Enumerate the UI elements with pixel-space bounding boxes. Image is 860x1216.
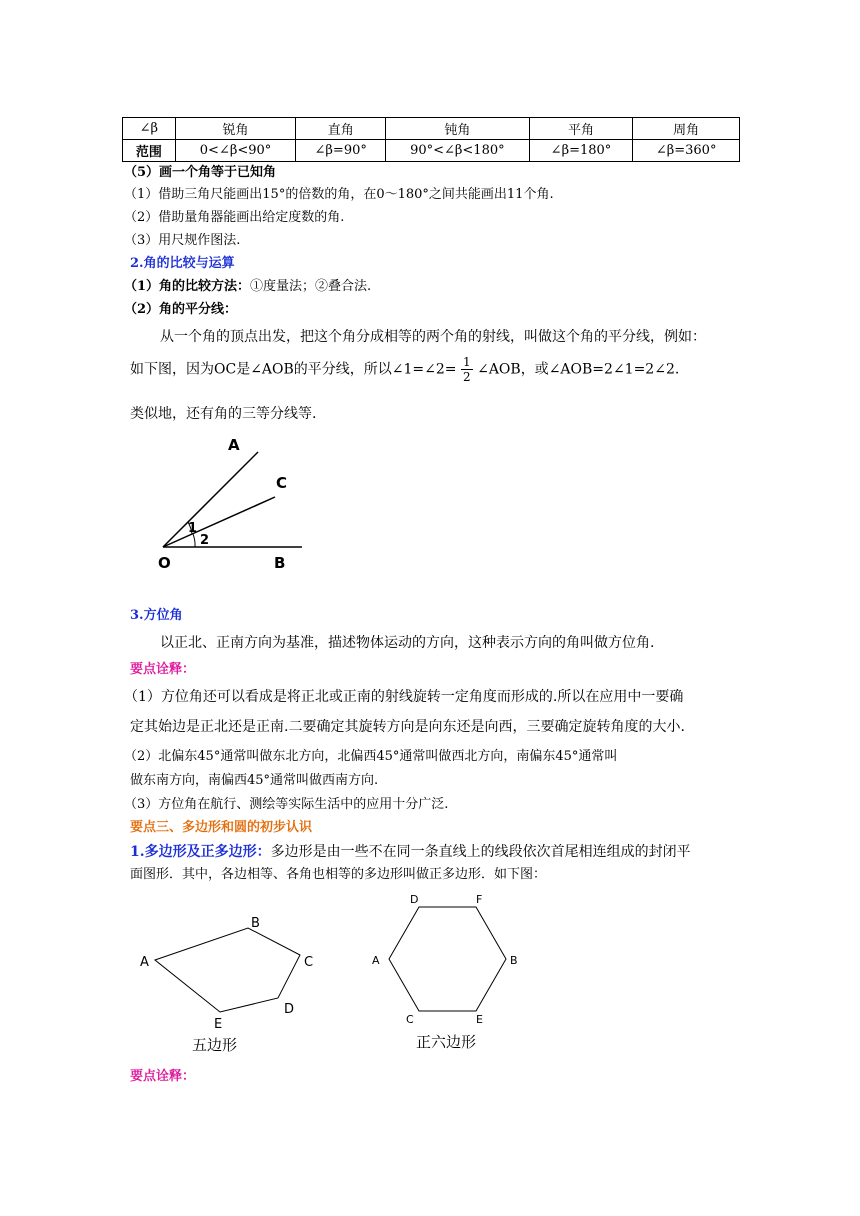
table-cell: 周角 <box>633 118 740 140</box>
paragraph <box>130 843 691 861</box>
note-heading: 要点诠释： <box>130 662 196 677</box>
table-cell: 直角 <box>296 118 386 140</box>
table-cell: ∠β=90° <box>296 140 386 162</box>
table-row-label: 范围 <box>123 140 176 162</box>
text-line: 定其始边是正北还是正南.二要确定其旋转方向是向东还是向西，三要确定旋转角度的大小. <box>130 719 685 735</box>
subheading: （2）角的平分线： <box>124 302 238 317</box>
label-a: A <box>228 436 240 454</box>
pentagon-label-c: C <box>304 955 314 970</box>
text-span: 多边形是由一些不在同一条直线上的线段依次首尾相连组成的封闭平 <box>270 844 691 860</box>
text-span: ∠AOB，或∠AOB=2∠1=2∠2. <box>477 361 680 378</box>
paragraph: 类似地，还有角的三等分线等. <box>130 406 317 422</box>
note-heading: 要点诠释： <box>130 1069 196 1084</box>
pentagon-figure <box>130 905 330 1055</box>
ray-oa <box>163 452 258 547</box>
label-angle-2: 2 <box>200 533 210 548</box>
text-line: （2）借助量角器能画出给定度数的角. <box>124 210 345 225</box>
hexagon-label-d: D <box>410 893 419 906</box>
text-line: （2）北偏东45°通常叫做东北方向，北偏西45°通常叫做西北方向，南偏东45°通常叫 <box>124 749 618 764</box>
label-b: B <box>274 554 286 572</box>
fraction <box>461 355 473 384</box>
text-line <box>124 278 371 296</box>
pentagon-label-a: A <box>140 955 149 970</box>
table-cell: 0<∠β<90° <box>175 140 296 162</box>
ray-oc <box>163 497 275 547</box>
table-row <box>123 140 740 162</box>
text-line: （1）方位角还可以看成是将正北或正南的射线旋转一定角度而形成的.所以在应用中一要确 <box>124 689 684 705</box>
label-angle-1: 1 <box>188 521 198 536</box>
table-cell: 锐角 <box>175 118 296 140</box>
angle-range-table <box>122 117 740 162</box>
fraction-denominator: 2 <box>463 370 471 384</box>
pentagon-label-b: B <box>251 916 260 931</box>
table-row <box>123 118 740 140</box>
pentagon-label-e: E <box>214 1017 223 1032</box>
hexagon-label-b: B <box>510 954 518 967</box>
label-o: O <box>158 554 171 572</box>
hexagon-label-e: E <box>476 1013 483 1026</box>
hexagon-caption: 正六边形 <box>416 1033 477 1051</box>
section-heading: 3.方位角 <box>130 608 183 623</box>
subheading: 1.多边形及正多边形： <box>130 844 271 860</box>
text-line: （3）方位角在航行、测绘等实际生活中的应用十分广泛. <box>124 797 449 812</box>
section-heading: 2.角的比较与运算 <box>130 256 235 271</box>
fraction-numerator: 1 <box>463 355 471 369</box>
text-span: ①度量法；②叠合法. <box>250 279 372 294</box>
hexagon-label-a: A <box>372 954 380 967</box>
table-cell: 平角 <box>529 118 633 140</box>
hexagon-figure <box>360 890 540 1055</box>
angle-bisector-figure <box>150 430 320 575</box>
table-header-label: ∠β <box>123 118 176 140</box>
text-span: 如下图，因为OC是∠AOB的平分线，所以∠1=∠2= <box>130 361 457 378</box>
table-cell: ∠β=180° <box>529 140 633 162</box>
hexagon-label-c: C <box>406 1013 414 1026</box>
paragraph <box>130 355 679 384</box>
hexagon-shape <box>389 907 506 1011</box>
table-cell: ∠β=360° <box>633 140 740 162</box>
pentagon-caption: 五边形 <box>192 1036 238 1054</box>
pentagon-shape <box>155 928 300 1012</box>
table-cell: 钝角 <box>386 118 530 140</box>
hexagon-label-f: F <box>476 893 483 906</box>
text-line: 做东南方向，南偏西45°通常叫做西南方向. <box>130 773 379 788</box>
table-cell: 90°<∠β<180° <box>386 140 530 162</box>
section-heading: 要点三、多边形和圆的初步认识 <box>130 820 313 835</box>
text-line: （1）借助三角尺能画出15°的倍数的角，在0～180°之间共能画出11个角. <box>124 187 554 202</box>
paragraph: 面图形．其中，各边相等、各角也相等的多边形叫做正多边形．如下图： <box>130 867 547 882</box>
paragraph: 从一个角的顶点出发，把这个角分成相等的两个角的射线，叫做这个角的平分线，例如： <box>160 329 706 345</box>
subheading: （1）角的比较方法： <box>124 279 251 294</box>
text-line: （3）用尺规作图法. <box>124 233 241 248</box>
paragraph: 以正北、正南方向为基准，描述物体运动的方向，这种表示方向的角叫做方位角. <box>160 635 655 651</box>
label-c: C <box>276 474 288 492</box>
pentagon-label-d: D <box>284 1002 295 1017</box>
section-heading: （5）画一个角等于已知角 <box>124 165 277 180</box>
